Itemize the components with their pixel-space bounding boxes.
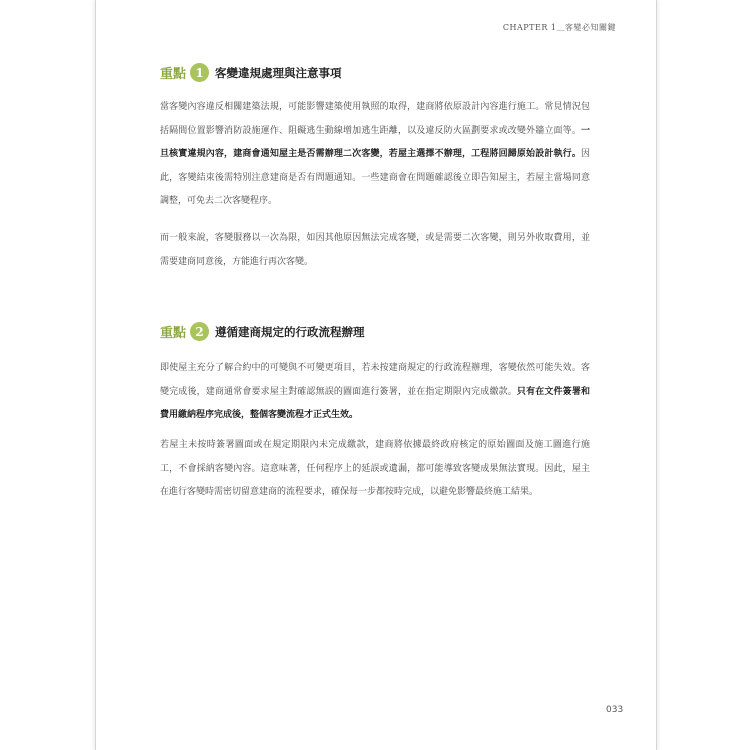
section-tag: 重點 <box>160 67 187 82</box>
paragraph-text: 若屋主未按時簽署圖面或在規定期限內未完成繳款，建商將依據最終政府核定的原始圖面及施工圖進行施工，不會採納客變內容。這意味著，任何程序上的延誤或遺漏，都可能導致客變成果無法實現。因此，屋主在進行客變時需密切留意建商的流程要求，確保每一步都按時完成，以避免影響最終施工結果。 <box>160 440 590 497</box>
paragraph <box>160 434 590 505</box>
paragraph-emphasis: 只有在文件簽署和費用繳納程序完成後，整個客變流程才正式生效。 <box>160 386 590 420</box>
running-head: CHAPTER 1＿客變必知關鍵 <box>502 23 616 32</box>
paragraph-emphasis: 一旦核實違規內容，建商會通知屋主是否需辦理二次客變，若屋主選擇不辦理，工程將回歸原始設計執行。 <box>160 125 590 159</box>
paragraph-text: 因此，客變結束後需特別注意建商是否有問題通知。一些建商會在問題確認後立即告知屋主，若屋主當場同意調整，可免去二次客變程序。 <box>160 149 590 206</box>
paragraph <box>160 357 590 428</box>
paragraph <box>160 96 590 214</box>
paragraph-text: 當客變內容違反相關建築法規，可能影響建築使用執照的取得，建商將依原設計內容進行施工。常見情況包括隔間位置影響消防設施運作、阻礙逃生動線增加逃生距離，以及違反防火區劃要求或改變外牆立面等。 <box>160 102 590 136</box>
section-tag: 重點 <box>160 326 187 341</box>
page-number: 033 <box>606 705 624 715</box>
paragraph-text: 而一般來說，客變服務以一次為限，如因其他原因無法完成客變，或是需要二次客變，則另外收取費用，並需要建商同意後，方能進行再次客變。 <box>160 233 590 267</box>
paragraph-text: 即使屋主充分了解合約中的可變與不可變更項目，若未按建商規定的行政流程辦理，客變依然可能失效。客變完成後，建商通常會要求屋主對確認無誤的圖面進行簽署，並在指定期限內完成繳款。 <box>160 363 590 397</box>
section-title: 客變違規處理與注意事項 <box>215 65 342 80</box>
section-title: 遵循建商規定的行政流程辦理 <box>215 324 365 339</box>
paragraph <box>160 227 590 274</box>
section-number-badge: 1 <box>190 63 209 82</box>
book-page <box>95 0 657 750</box>
section-heading-1 <box>160 63 342 82</box>
section-heading-2 <box>160 322 365 341</box>
section-number-badge: 2 <box>190 322 209 341</box>
